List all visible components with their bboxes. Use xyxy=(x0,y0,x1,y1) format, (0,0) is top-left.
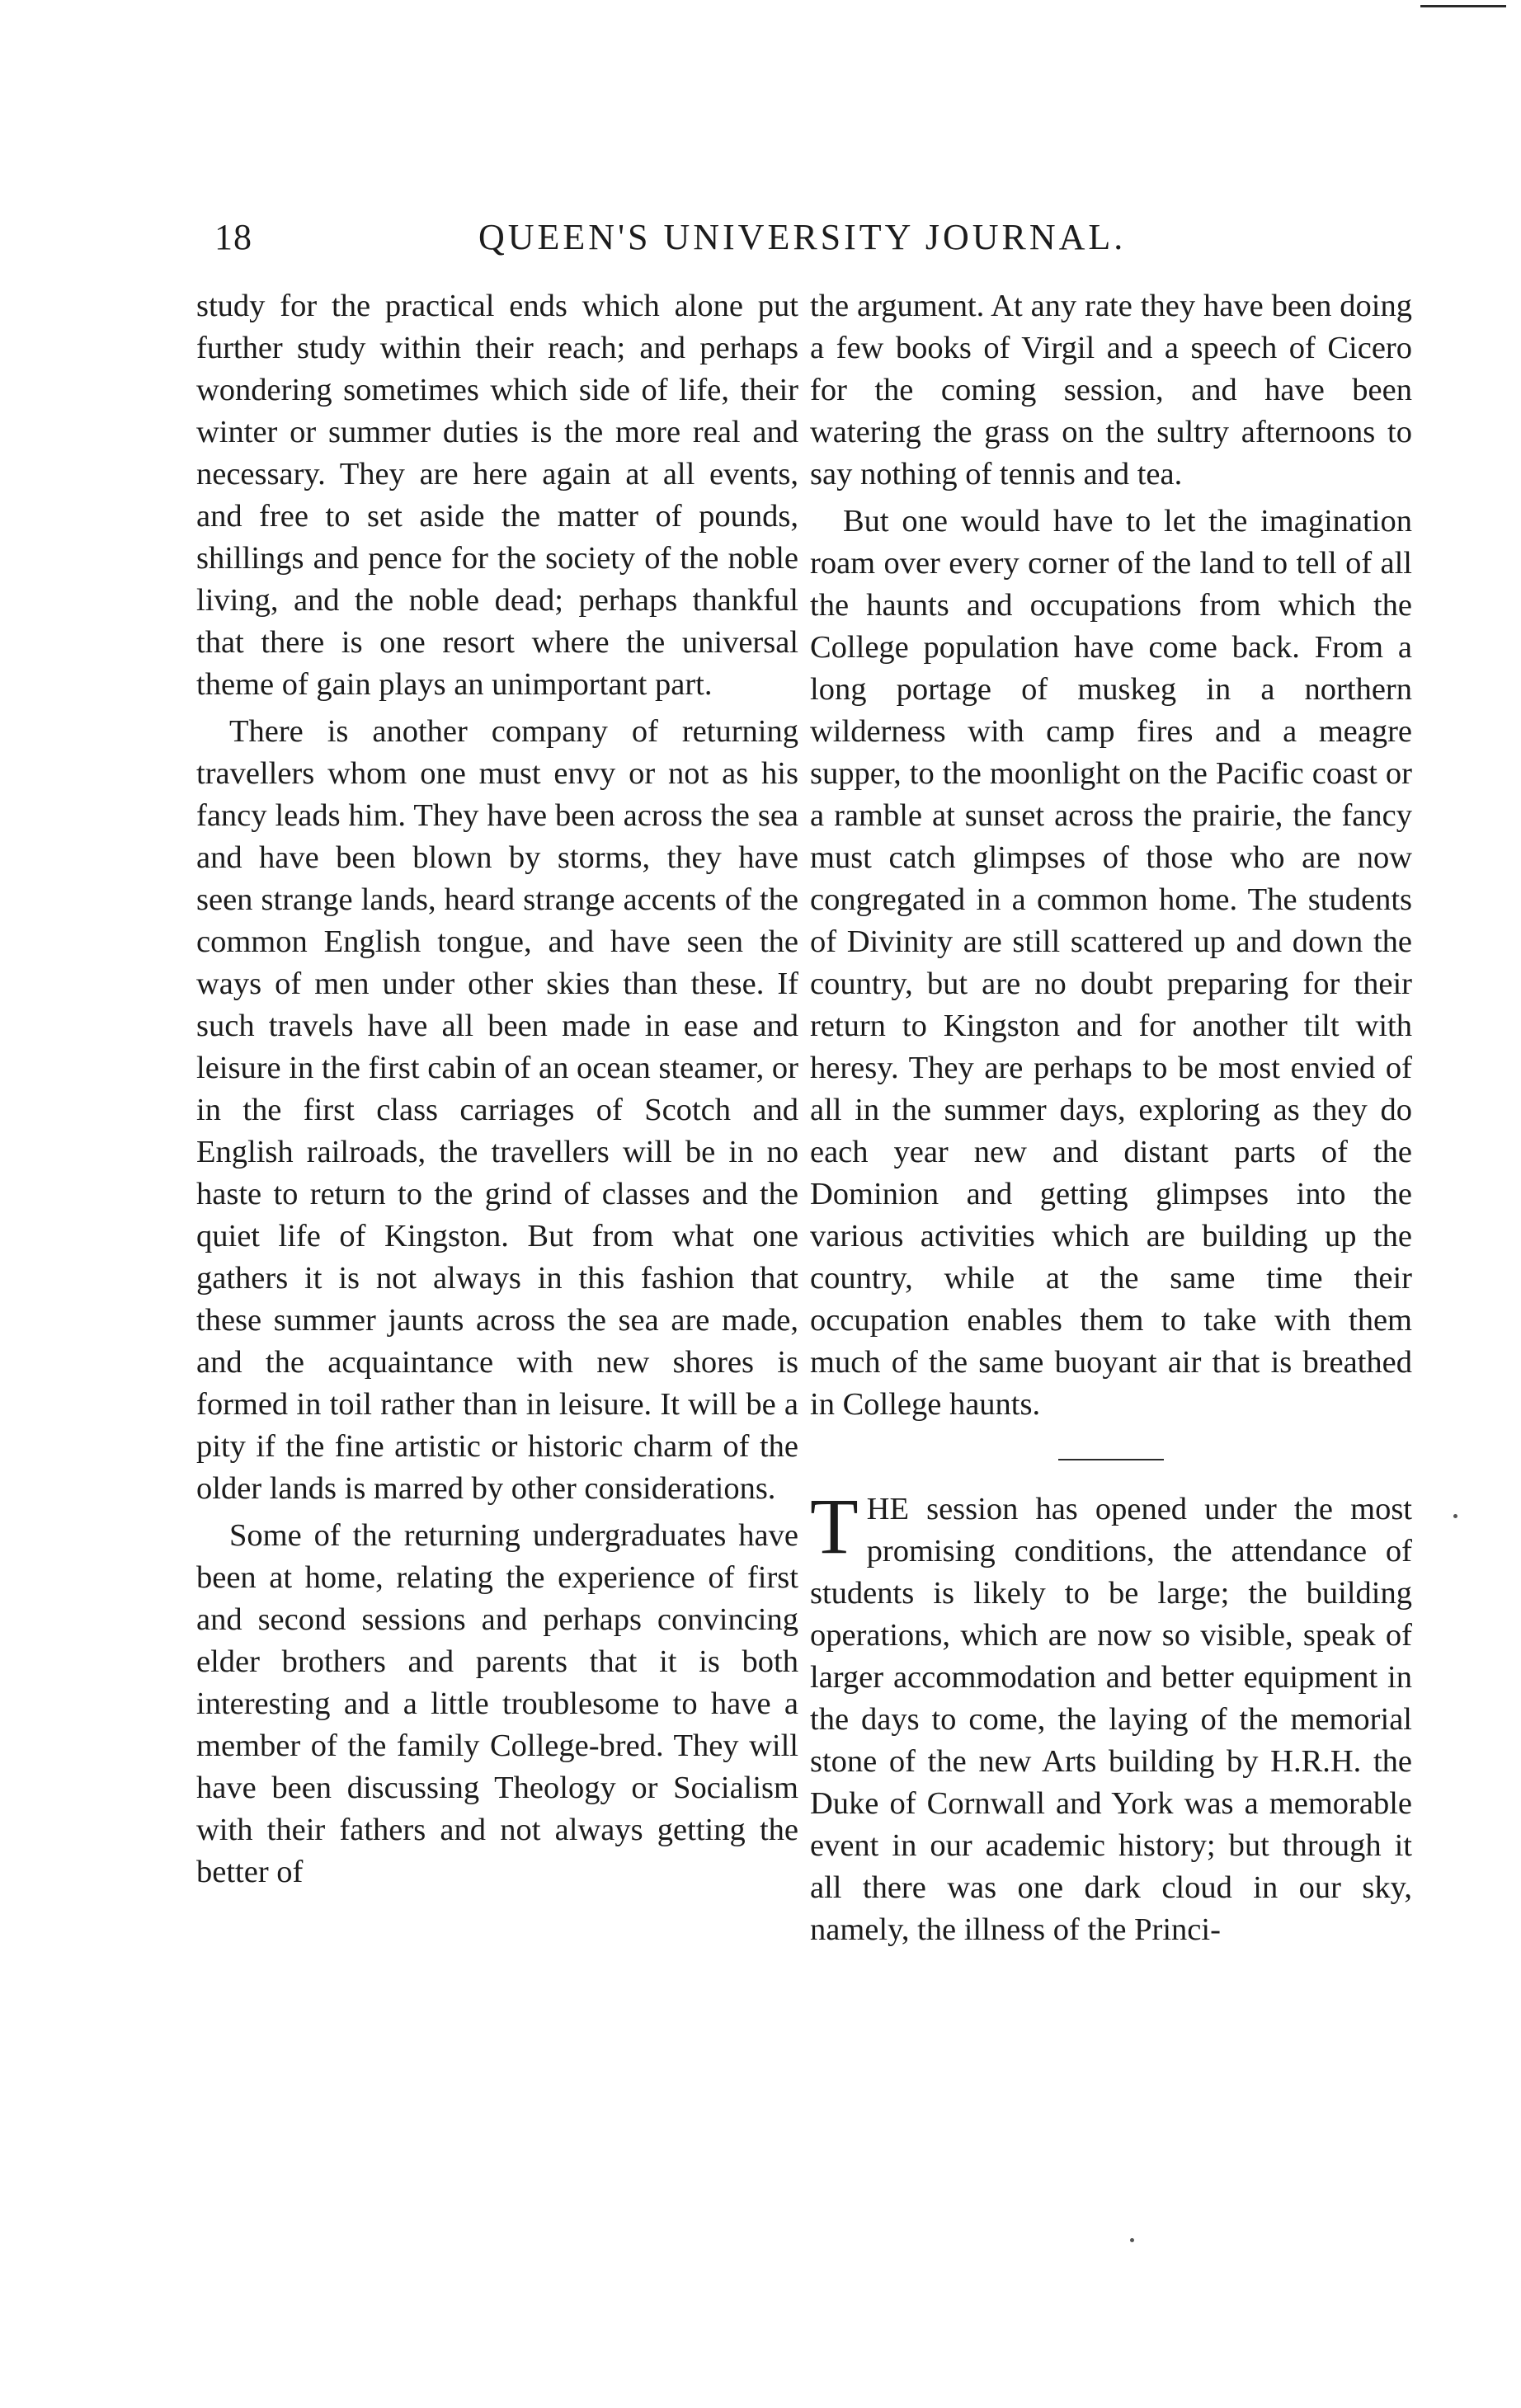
stray-ink-mark xyxy=(1130,2238,1134,2242)
top-edge-rule xyxy=(1420,5,1506,7)
editorial-text: HE session has opened under the most promising conditions, the attendance of students is likely to be large; the building operations, which are now so visible, speak of larger accommodation and better equipment in the days to come, the laying of the memorial stone of the new Arts building by H.R.H. the Duke of Cornwall and York was a memorable event in our academic history; but through it all there was one dark cloud in our sky, namely, the illness of the Princi- xyxy=(810,1492,1412,1947)
left-paragraph-2: There is another company of returning travellers whom one must envy or not as his fancy leads him. They have been across the sea and have been blown by storms, they have seen strange lands, heard strange accents of the common English tongue, and have seen the ways of men under other skies than these. If such travels have all been made in ease and leisure in the first cabin of an ocean steamer, or in the first class carriages of Scotch and English railroads, the travellers will be in no haste to return to the grind of classes and the quiet life of Kingston. But from what one gathers it is not always in this fashion that these summer jaunts across the sea are made, and the acquaintance with new shores is formed in toil rather than in leisure. It will be a pity if the fine artistic or historic charm of the older lands is marred by other considerations. xyxy=(196,714,798,1506)
drop-cap-letter: T xyxy=(810,1482,859,1570)
right-column xyxy=(810,285,1412,1951)
page-number: 18 xyxy=(214,217,252,257)
stray-ink-mark xyxy=(1453,1514,1457,1518)
page-header xyxy=(0,216,1521,266)
section-divider xyxy=(1058,1459,1164,1460)
right-paragraph-1: the argument. At any rate they have been doing a few books of Virgil and a speech of Cicero for the coming session, and have been watering the grass on the sultry afternoons to say nothing of tennis and tea. xyxy=(810,289,1412,491)
left-paragraph-1: study for the practical ends which alone put further study within their reach; and perhaps wondering sometimes which side of life, their winter or summer duties is the more real and necessary. They are here again at all events, and free to set aside the matter of pounds, shillings and pence for the society of the noble living, and the noble dead; perhaps thankful that there is one resort where the universal theme of gain plays an unimportant part. xyxy=(196,289,798,702)
left-paragraph-3: Some of the returning undergraduates have been at home, relating the experience of first and second sessions and perhaps convincing elder brothers and parents that it is both interesting and a little troublesome to have a member of the family College-bred. They will have been discussing Theology or Socialism with their fathers and not always getting the better of xyxy=(196,1518,798,1889)
running-title: QUEEN'S UNIVERSITY JOURNAL. xyxy=(478,217,1127,257)
right-paragraph-2: But one would have to let the imagination roam over every corner of the land to tell of all the haunts and occupations from which the College population have come back. From a long portage of muskeg in a northern wilderness with camp fires and a meagre supper, to the moonlight on the Pacific coast or a ramble at sunset across the prairie, the fancy must catch glimpses of those who are now congregated in a common home. The students of Divinity are still scattered up and down the country, but are no doubt preparing for their return to Kingston and for another tilt with heresy. They are perhaps to be most envied of all in the summer days, exploring as they do each year new and distant parts of the Dominion and getting glimpses into the various activities which are building up the country, while at the same time their occupation enables them to take with them much of the same buoyant air that is breathed in College haunts. xyxy=(810,504,1412,1422)
editorial-paragraph xyxy=(810,1482,1412,1951)
left-column xyxy=(196,285,798,1893)
